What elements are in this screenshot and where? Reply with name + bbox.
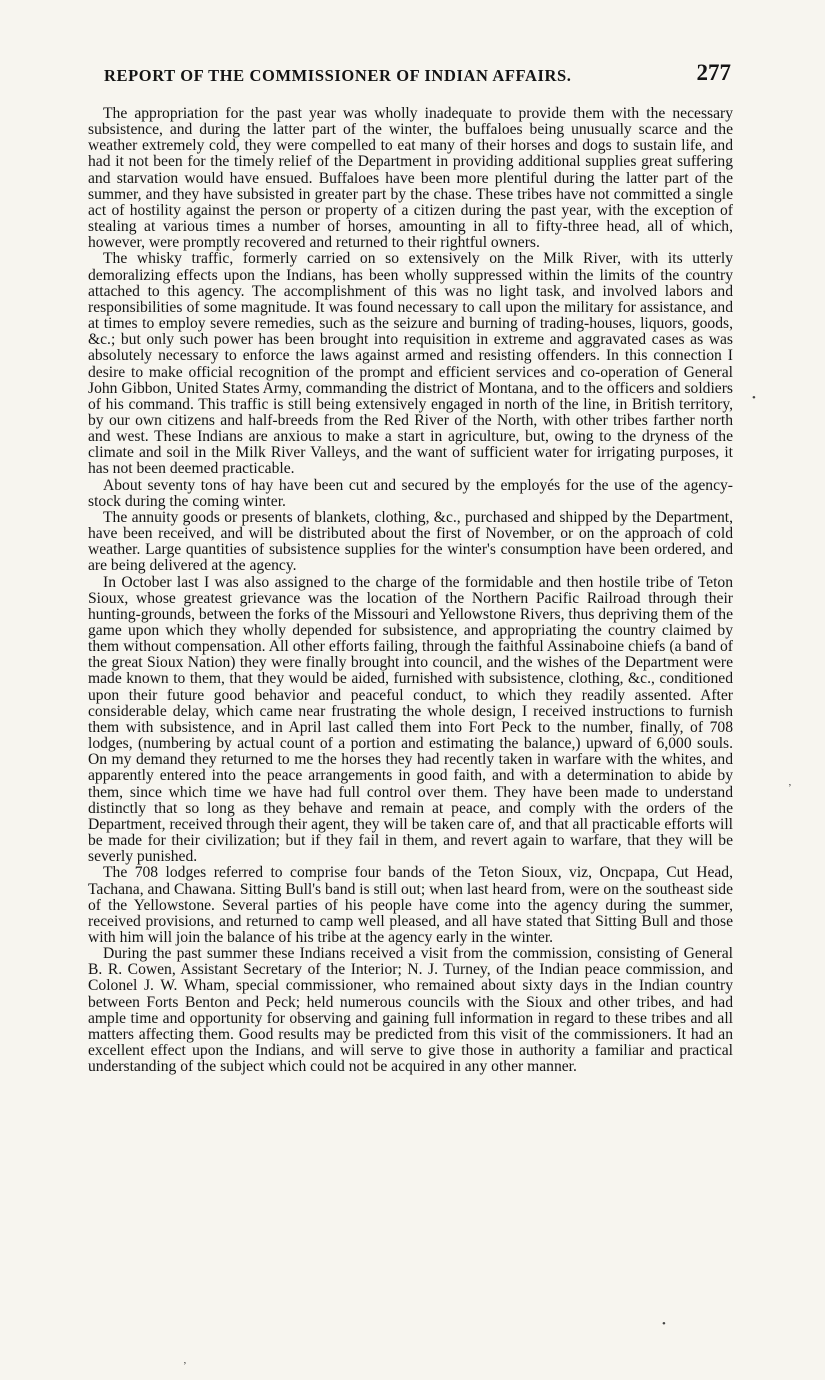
paragraph-teton-sioux: In October last I was also assigned to the charge of the formidable and then hostile tribe of Teton Sioux, whose greatest grievance was the location of the Northern Pacific Railroad through their hunting-grounds, between the forks of the Missouri and Yellowstone Rivers, thus depriving them of the game upon which they wholly depended for subsistence, and appropriating the country claimed by them without compensation. All other efforts failing, through the faithful Assinaboine chiefs (a band of the great Sioux Nation) they were finally brought into council, and the wishes of the Department were made known to them, that they would be aided, furnished with subsistence, clothing, &c., conditioned upon their future good behavior and peaceful conduct, to which they readily assented. After considerable delay, which came near frustrating the whole design, I received instructions to furnish them with subsistence, and in April last called them into Fort Peck to the number, finally, of 708 lodges, (numbering by actual count of a portion and estimating the balance,) upward of 6,000 souls. On my demand they returned to me the horses they had recently taken in warfare with the whites, and apparently entered into the peace arrangements in good faith, and with a determination to abide by them, since which time we have had full control over them. They have been made to understand distinctly that so long as they behave and remain at peace, and comply with the orders of the Department, received through their agent, they will be taken care of, and that all practicable efforts will be made for their civilization; but if they fail in them, and revert again to warfare, that they will be severly punished. bbox=[88, 573, 733, 866]
paragraph-whisky-traffic: The whisky traffic, formerly carried on so extensively on the Milk River, with its utterly demoralizing effects upon the Indians, has been wholly suppressed within the limits of the country attached to this agency. The accomplishment of this was no light task, and involved labors and responsibilities of some magnitude. It was found necessary to call upon the military for assistance, and at times to employ severe remedies, such as the seizure and burning of trading-houses, liquors, goods, &c.; but only such power has been brought into requisition in extreme and aggravated cases as was absolutely necessary to enforce the laws against armed and resisting offenders. In this connection I desire to make official recognition of the prompt and efficient services and co-operation of General John Gibbon, United States Army, commanding the district of Montana, and to the officers and soldiers of his command. This traffic is still being extensively engaged in north of the line, in British territory, by our own citizens and half-breeds from the Red River of the North, with other tribes farther north and west. These Indians are anxious to make a start in agriculture, but, owing to the dryness of the climate and soil in the Milk River Valleys, and the want of sufficient water for irrigating purposes, it has not been deemed practicable. bbox=[88, 250, 733, 478]
paragraph-lodges: The 708 lodges referred to comprise four bands of the Teton Sioux, viz, Oncpapa, Cut Head, Tachana, and Chawana. Sitting Bull's band is still out; when last heard from, were on the southeast side of the Yellowstone. Several parties of his people have come into the agency during the summer, received provisions, and returned to camp well pleased, and all have stated that Sitting Bull and those with him will join the balance of his tribe at the agency early in the winter. bbox=[88, 864, 733, 946]
running-title: REPORT OF THE COMMISSIONER OF INDIAN AFFAIRS. bbox=[104, 66, 572, 85]
paragraph-hay: About seventy tons of hay have been cut and secured by the employés for the use of the agency-stock during the coming winter. bbox=[88, 476, 733, 510]
scan-speck: ’ bbox=[183, 1360, 187, 1372]
scan-speck: • bbox=[752, 392, 756, 404]
scan-speck: ’ bbox=[788, 782, 792, 794]
scan-speck: • bbox=[662, 1318, 666, 1330]
report-body bbox=[88, 106, 733, 1075]
page-number: 277 bbox=[696, 60, 731, 85]
page-header bbox=[88, 60, 733, 94]
paragraph-annuity-goods: The annuity goods or presents of blankets, clothing, &c., purchased and shipped by the Department, have been received, and will be distributed about the first of November, or on the approach of cold weather. Large quantities of subsistence supplies for the winter's consumption have been ordered, and are being delivered at the agency. bbox=[88, 508, 733, 575]
paragraph-commission-visit: During the past summer these Indians received a visit from the commission, consisting of General B. R. Cowen, Assistant Secretary of the Interior; N. J. Turney, of the Indian peace commission, and Colonel J. W. Wham, special commissioner, who remained about sixty days in the Indian country between Forts Benton and Peck; held numerous councils with the Sioux and other tribes, and had ample time and opportunity for observing and gaining full information in regard to these tribes and all matters affecting them. Good results may be predicted from this visit of the commissioners. It had an excellent effect upon the Indians, and will serve to give those in authority a familiar and practical understanding of the subject which could not be acquired in any other manner. bbox=[88, 945, 733, 1076]
paragraph-appropriation: The appropriation for the past year was wholly inadequate to provide them with the necessary subsistence, and during the latter part of the winter, the buffaloes being unusually scarce and the weather extremely cold, they were compelled to eat many of their horses and dogs to sustain life, and had it not been for the timely relief of the Department in providing additional supplies great suffering and starvation would have ensued. Buffaloes have been more plentiful during the latter part of the summer, and they have subsisted in greater part by the chase. These tribes have not committed a single act of hostility against the person or property of a citizen during the past year, with the exception of stealing at various times a number of horses, amounting in all to fifty-three head, all of which, however, were promptly recovered and returned to their rightful owners. bbox=[88, 105, 733, 252]
